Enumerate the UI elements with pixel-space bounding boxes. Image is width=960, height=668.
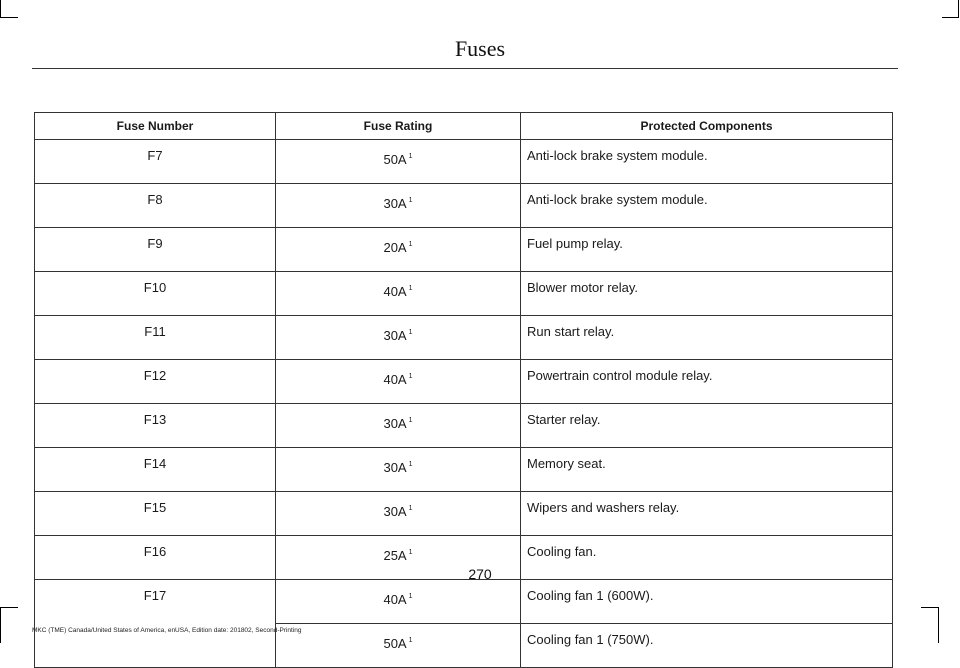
protected-component: Powertrain control module relay. [521,360,893,404]
footnote-marker: 1 [408,549,413,556]
footnote-marker: 1 [408,373,413,380]
table-row [35,448,893,492]
table-row [35,316,893,360]
table-row [35,492,893,536]
fuse-rating: 40A $^1$ [276,360,521,404]
fuse-rating: 40A $^1$ [276,580,521,624]
protected-component: Fuel pump relay. [521,228,893,272]
table-row [35,140,893,184]
table-row [35,272,893,316]
fuse-number: F14 [35,448,276,492]
fuse-number: F15 [35,492,276,536]
table-row [35,580,893,624]
protected-component: Cooling fan. [521,536,893,580]
crop-mark-bottom-left-h [0,607,18,608]
protected-component: Blower motor relay. [521,272,893,316]
protected-component: Cooling fan 1 (600W). [521,580,893,624]
fuse-rating: 30A $^1$ [276,448,521,492]
footnote-marker: 1 [408,285,413,292]
fuse-rating: 25A $^1$ [276,536,521,580]
table-header-row [35,113,893,140]
fuse-number: F11 [35,316,276,360]
footnote-marker: 1 [408,593,413,600]
footnote-marker: 1 [408,153,413,160]
footnote-marker: 1 [408,197,413,204]
fuse-table [34,112,893,668]
crop-mark-bottom-left-v [0,607,1,643]
column-header-fuse-rating: Fuse Rating [276,113,521,140]
crop-mark-top-left-h [0,17,18,18]
protected-component: Run start relay. [521,316,893,360]
footnote-marker: 1 [408,505,413,512]
page-number: 270 [468,566,492,582]
fuse-rating: 30A $^1$ [276,184,521,228]
table-row [35,360,893,404]
protected-component: Anti-lock brake system module. [521,140,893,184]
protected-component: Anti-lock brake system module. [521,184,893,228]
footnote-marker: 1 [408,461,413,468]
page-title: Fuses [454,36,506,61]
fuse-rating: 30A $^1$ [276,492,521,536]
protected-component: Memory seat. [521,448,893,492]
table-row [35,184,893,228]
fuse-number: F13 [35,404,276,448]
crop-mark-bottom-right-v [938,607,939,643]
fuse-number: F12 [35,360,276,404]
fuse-rating: 30A $^1$ [276,316,521,360]
fuse-rating: 20A $^1$ [276,228,521,272]
table-row [35,228,893,272]
fuse-number: F16 [35,536,276,580]
fuse-number: F8 [35,184,276,228]
fuse-rating: 50A $^1$ [276,140,521,184]
protected-component: Cooling fan 1 (750W). [521,624,893,668]
title-divider [32,68,898,69]
protected-component: Wipers and washers relay. [521,492,893,536]
crop-mark-top-left-v [0,0,1,18]
fuse-rating: 50A $^1$ [276,624,521,668]
crop-mark-top-right-v [958,0,959,18]
fuse-number: F9 [35,228,276,272]
fuse-number: F7 [35,140,276,184]
column-header-protected-components: Protected Components [521,113,893,140]
crop-mark-bottom-right-h [921,607,939,608]
fuse-number: F17 [35,580,276,624]
column-header-fuse-number: Fuse Number [35,113,276,140]
table-row [35,404,893,448]
fuse-rating: 40A $^1$ [276,272,521,316]
fuse-rating: 30A $^1$ [276,404,521,448]
footnote-marker: 1 [408,417,413,424]
edition-footer: MKC (TME) Canada/United States of America, enUSA, Edition date: 201802, Second-Printing [32,627,302,634]
fuse-number: F10 [35,272,276,316]
footnote-marker: 1 [408,637,413,644]
protected-component: Starter relay. [521,404,893,448]
footnote-marker: 1 [408,329,413,336]
footnote-marker: 1 [408,241,413,248]
crop-mark-top-right-h [942,17,959,18]
